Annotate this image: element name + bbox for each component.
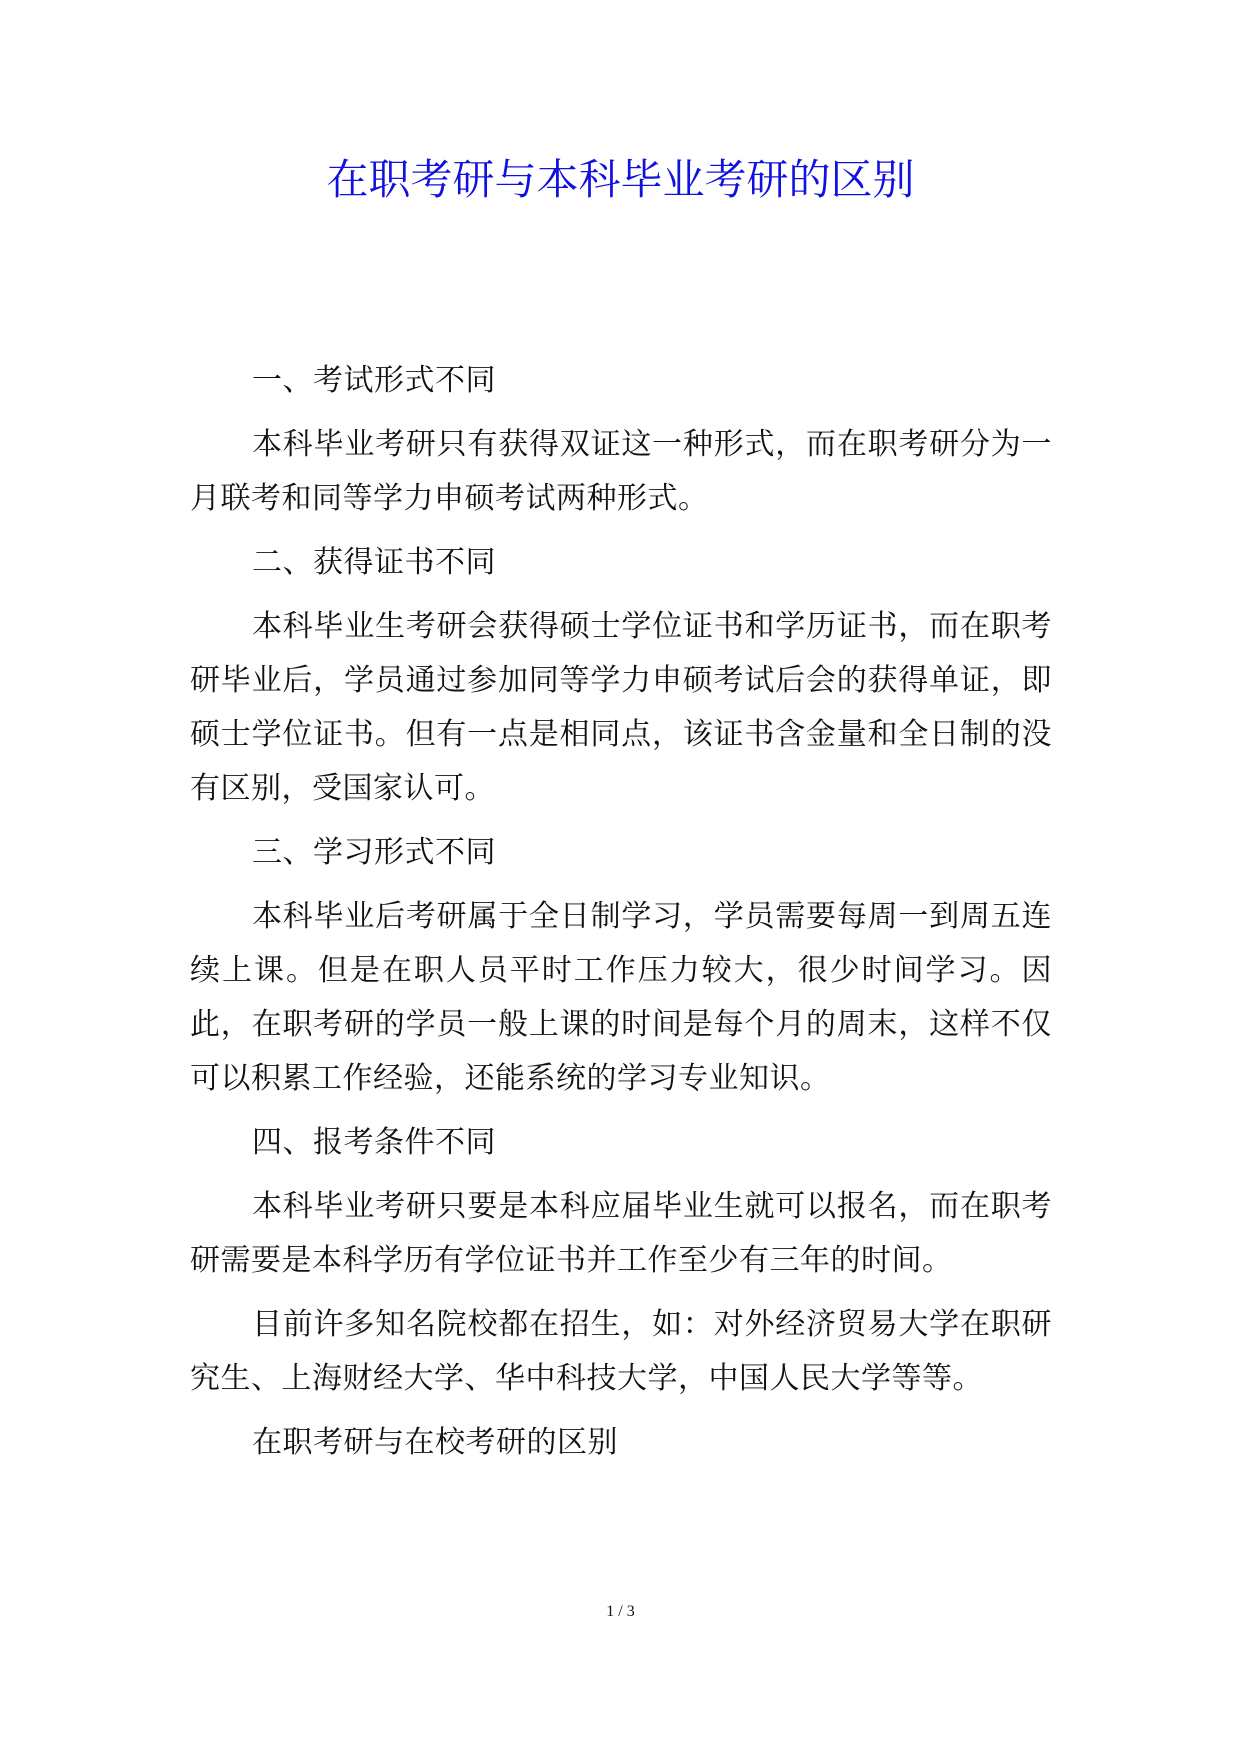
page-indicator: 1 / 3 <box>606 1603 635 1620</box>
section-heading-difference: 在职考研与在校考研的区别 <box>252 1425 618 1460</box>
section-heading-certificate: 二、获得证书不同 <box>252 545 496 580</box>
section-heading-requirements: 四、报考条件不同 <box>252 1125 496 1160</box>
document-body <box>190 354 1052 1480</box>
document-title: 在职考研与本科毕业考研的区别 <box>326 155 915 204</box>
paragraph-requirements: 本科毕业考研只要是本科应届毕业生就可以报名，而在职考研需要是本科学历有学位证书并工作至少有三年的时间。 <box>190 1189 1052 1278</box>
paragraph-study-form: 本科毕业后考研属于全日制学习，学员需要每周一到周五连续上课。但是在职人员平时工作压力较大，很少时间学习。因此，在职考研的学员一般上课的时间是每个月的周末，这样不仅可以积累工作经验，还能系统的学习专业知识。 <box>190 899 1052 1096</box>
section-heading-exam-form: 一、考试形式不同 <box>252 363 496 398</box>
section-heading-study-form: 三、学习形式不同 <box>252 835 496 870</box>
paragraph-exam-form: 本科毕业考研只有获得双证这一种形式，而在职考研分为一月联考和同等学力申硕考试两种形式。 <box>190 427 1052 516</box>
paragraph-universities: 目前许多知名院校都在招生，如：对外经济贸易大学在职研究生、上海财经大学、华中科技大学，中国人民大学等等。 <box>190 1307 1052 1396</box>
paragraph-certificate: 本科毕业生考研会获得硕士学位证书和学历证书，而在职考研毕业后，学员通过参加同等学力申硕考试后会的获得单证，即硕士学位证书。但有一点是相同点，该证书含金量和全日制的没有区别，受国家认可。 <box>190 609 1052 806</box>
